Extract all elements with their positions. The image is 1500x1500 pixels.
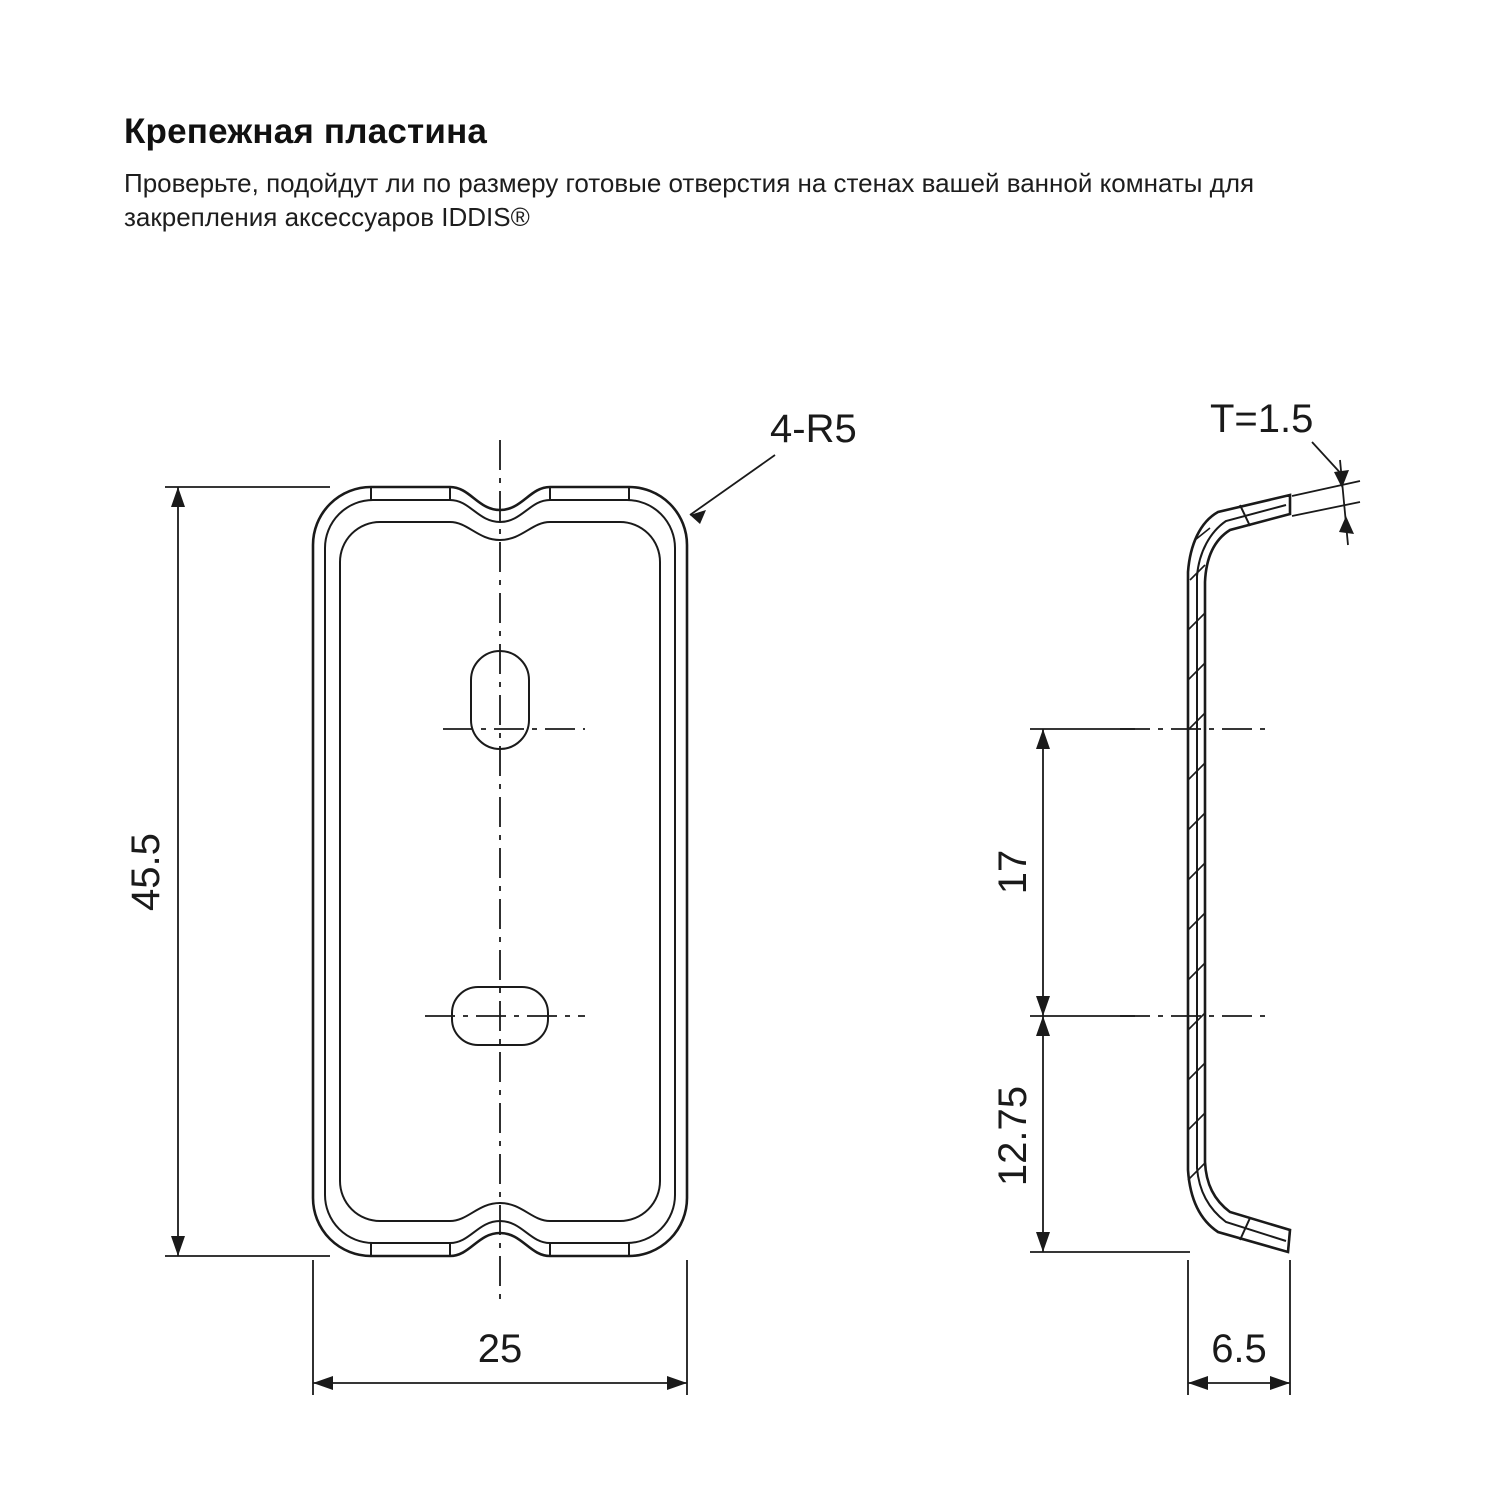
- dim1275-arrow-bottom: [1036, 1232, 1050, 1252]
- thickness-ext-line-top: [1292, 481, 1360, 496]
- side-view: [991, 397, 1360, 1395]
- dim17-arrow-top: [1036, 729, 1050, 749]
- thickness-arrow-top: [1334, 470, 1349, 488]
- thickness-ext-line-bottom: [1292, 502, 1360, 516]
- dim17-arrow-bottom: [1036, 996, 1050, 1016]
- width-dim-arrow-left: [313, 1376, 333, 1390]
- corner-radius-label: 4-R5: [770, 407, 857, 451]
- technical-drawing: [0, 300, 1500, 1500]
- thickness-label: T=1.5: [1210, 397, 1314, 441]
- front-view: [124, 407, 857, 1395]
- width-label: 25: [477, 1327, 523, 1371]
- dim1275-label: 12.75: [991, 1085, 1035, 1187]
- height-label: 45.5: [124, 833, 168, 911]
- height-dim-arrow-bottom: [171, 1236, 185, 1256]
- page-subtitle: Проверьте, подойдут ли по размеру готовые отверстия на стенах вашей ванной комнаты для закрепления аксессуаров IDDIS®: [124, 168, 1255, 233]
- corner-radius-leader-arrow: [690, 510, 706, 524]
- depth-arrow-right: [1270, 1376, 1290, 1390]
- side-profile-inner: [1197, 505, 1286, 1241]
- corner-radius-leader: [690, 455, 775, 515]
- drawing-svg: [0, 300, 1500, 1500]
- height-dim-arrow-top: [171, 487, 185, 507]
- header: [124, 112, 1384, 235]
- section-hatching: [1188, 528, 1210, 1180]
- side-bottom-end-cut: [1288, 1230, 1290, 1252]
- depth-arrow-left: [1188, 1376, 1208, 1390]
- thickness-arrow-bottom: [1339, 516, 1354, 534]
- page-title: Крепежная пластина: [124, 112, 488, 151]
- depth-label: 6.5: [1211, 1327, 1267, 1371]
- dim1275-arrow-top: [1036, 1016, 1050, 1036]
- width-dim-arrow-right: [667, 1376, 687, 1390]
- side-profile-outer: [1188, 495, 1290, 1252]
- dim17-label: 17: [991, 849, 1035, 895]
